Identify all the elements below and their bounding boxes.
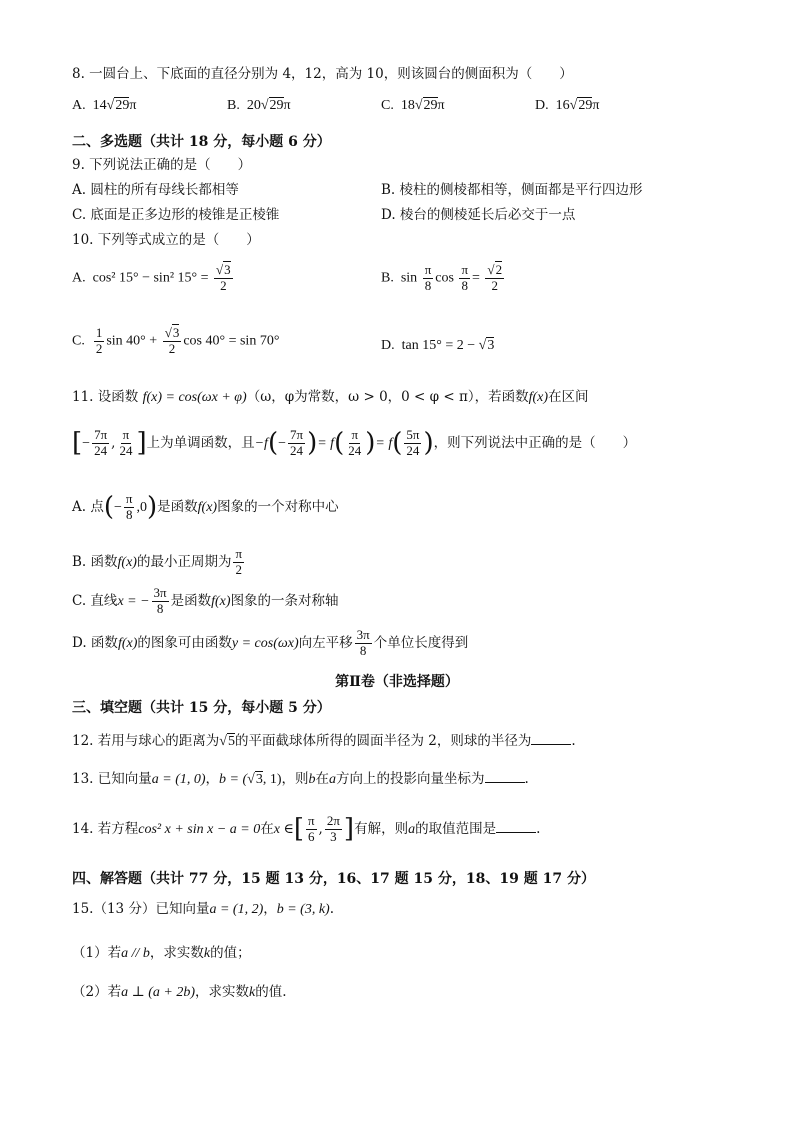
q15-part-1: （1）若a // b，求实数k的值； (72, 945, 251, 961)
q9-option-b: B. 棱柱的侧棱都相等，侧面都是平行四边形 (381, 182, 643, 198)
q8-stem: 8. 一圆台上、下底面的直径分别为 4，12，高为 10，则该圆台的侧面积为（ ） (72, 66, 573, 82)
q9-option-a: A. 圆柱的所有母线长都相等 (72, 182, 239, 198)
q10-stem: 10. 下列等式成立的是（ ） (72, 232, 260, 248)
q14: 14. 若方程cos² x + sin x − a = 0在x ∈[ $\frac{\pi}{6}$ , $\frac{2\pi}{3}$ ]有解，则a的取值范围是 . (72, 813, 541, 845)
q11-option-d: D. 函数f(x)的图象可由函数y = cos(ωx)向左平移 $\frac{3\pi}{8}$ 个单位长度得到 (72, 627, 469, 658)
q8-option-a: A. 14√29π (72, 98, 137, 113)
q15-stem: 15.（13 分）已知向量a = (1, 2)，b = (3, k). (72, 901, 335, 917)
q12: 12. 若用与球心的距离为√5的平面截球体所得的圆面半径为 2，则球的半径为 . (72, 733, 576, 749)
volume-2-title: 第Ⅱ卷（非选择题） (335, 674, 459, 690)
q9-option-d: D. 棱台的侧棱延长后必交于一点 (381, 207, 576, 223)
q11-option-b: B. 函数f(x)的最小正周期为 $\frac{\pi}{2}$ (72, 546, 243, 577)
q15-part-2: （2）若a ⊥ (a + 2b)，求实数k的值. (72, 984, 287, 1000)
section-title-problems: 四、解答题（共计 77 分，15 题 13 分，16、17 题 15 分，18、19 题 17 分） (72, 871, 595, 887)
q8-option-c: C. 18√29π (381, 98, 445, 113)
section-title-multiple-choice: 二、多选题（共计 18 分，每小题 6 分） (72, 134, 331, 150)
answer-blank (485, 770, 525, 783)
q8-option-b: B. 20√29π (227, 98, 291, 113)
q9-option-c: C. 底面是正多边形的棱锥是正棱锥 (72, 207, 280, 223)
q9-stem: 9. 下列说法正确的是（ ） (72, 157, 252, 173)
answer-blank (531, 732, 571, 745)
q13: 13. 已知向量a = (1, 0)，b = (√3, 1)，则b在a方向上的投影向量坐标为 . (72, 771, 529, 787)
q10-option-c: C. $\frac{1}{2}$ sin 40° + $\frac{√3}{2}$ cos 40° = sin 70° (72, 325, 280, 356)
q10-option-a: A. cos² 15° − sin² 15° = $\frac{√3}{2}$ (72, 262, 231, 293)
q8-option-d: D. 16√29π (535, 98, 600, 113)
q11-stem-line2: [− $\frac{7\pi}{24}$ , $\frac{\pi}{24}$ ]上为单调函数，且−f(− $\frac{7\pi}{24}$ )= f( $\frac{\pi}{24}$ )= f( $\frac{5\pi}{24}$ )，则下列说法中正确的是（ ） (72, 427, 637, 459)
answer-blank (496, 820, 536, 833)
q11-option-a: A. 点(− $\frac{\pi}{8}$ ,0)是函数f(x)图象的一个对称中心 (72, 491, 339, 523)
q11-option-c: C. 直线x = − $\frac{3\pi}{8}$ 是函数f(x)图象的一条对称轴 (72, 585, 339, 616)
q10-option-d: D. tan 15° = 2 − √3 (381, 338, 495, 353)
q10-option-b: B. sin $\frac{\pi}{8}$ cos $\frac{\pi}{8}$ = $\frac{√2}{2}$ (381, 262, 503, 293)
q11-stem-line1: 11. 设函数 f(x) = cos(ωx + φ)（ω，φ为常数，ω > 0，0 < φ < π），若函数f(x)在区间 (72, 389, 589, 405)
section-title-fill-in: 三、填空题（共计 15 分，每小题 5 分） (72, 700, 331, 716)
